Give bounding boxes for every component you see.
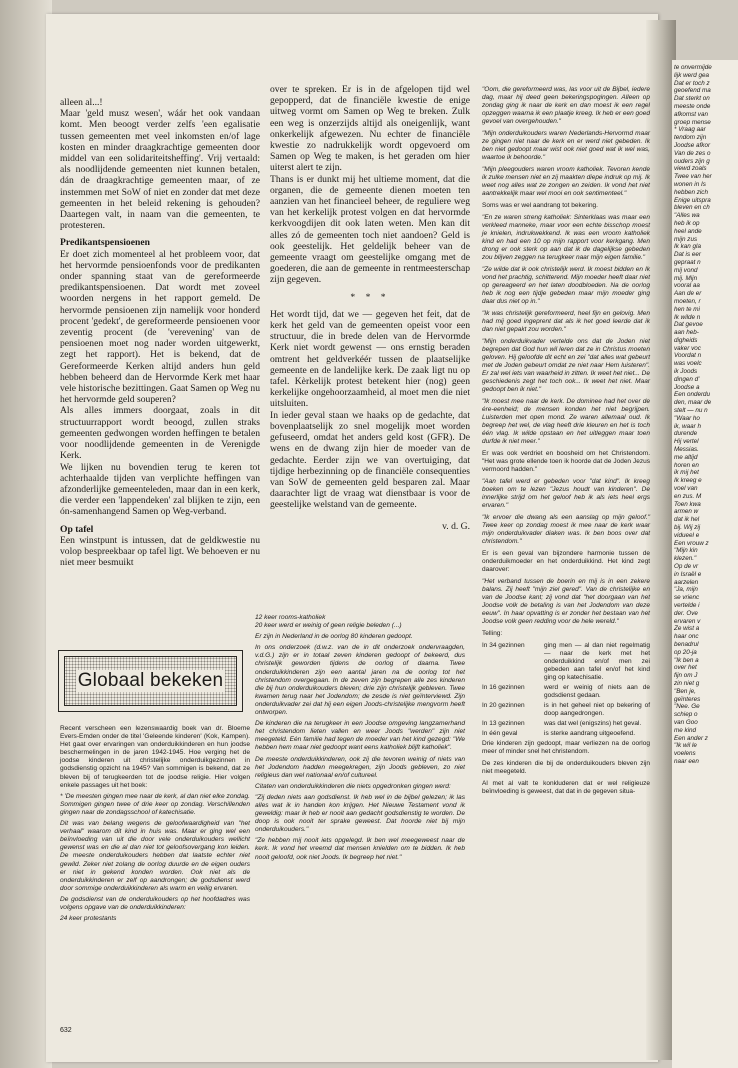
quote: "Mijn onderduikouders waren Nederlands-Hervormd maar ze gingen niet naar de kerk en er werd niet gebeden. Ik ben niet gedoopt maar wist ook niet goed wat ik wel was, waartoe ik behoorde.": [482, 130, 650, 161]
tally-text: was dat wel (enigszins) het geval.: [544, 720, 642, 727]
author-signature: v. d. G.: [442, 520, 470, 532]
fragment-line: mij vond: [674, 266, 698, 274]
fragment-line: hen te mi: [674, 305, 700, 313]
globaal-intro-column: [60, 725, 250, 926]
fragment-line: den, maar de: [674, 399, 712, 407]
quote: "Mijn pleegouders waren vroom katholiek. Tevoren kende ik zulke mensen niet en zij maakten diepe indruk op mij. Ik weet nog alles wat ze zongen en zeiden. Ik vond het niet aantrekkelijk maar wel mooi en ook sentimenteel.": [482, 166, 650, 197]
quote: De godsdienst van de onderduikouders op het hoofdadres was volgens opgave van de onderduikkinderen:: [60, 895, 250, 911]
fragment-line: Dat gevoe: [674, 321, 703, 329]
quote: "Oom, die gereformeerd was, las voor uit de Bijbel, iedere dag, maar hij deed geen bekeringspogingen. Alleen op zondag ging ik naar de kerk en dan moest ik een regel opzeggen waarna ik een plaatje kreeg. Ik heb er een goed gevoel van overgehouden.": [482, 86, 650, 125]
fragment-line: afkomst van: [674, 110, 708, 118]
fragment-line: Dat sterkt on: [674, 95, 710, 103]
fragment-line: vidueel e: [674, 531, 700, 539]
fragment-line: Een onderdu: [674, 391, 711, 399]
fragment-line: geïnteres: [674, 695, 701, 703]
fragment-line: Van de zes o: [674, 149, 711, 157]
fragment-line: lijk werd gea: [674, 71, 709, 79]
globaal-middle-column: [255, 614, 465, 865]
narration: Er was ook verdriet en boosheid om het Christendom. "Het was grote ellende toen ik hoorde dat de Joden Jezus vermoord hadden.": [482, 450, 650, 473]
fragment-line: vaker voc: [674, 344, 701, 352]
fragment-line: ik mij het: [674, 469, 699, 477]
subheading-pensioenen: Predikantspensioenen: [60, 237, 150, 249]
quote: Er zijn in Nederland in de oorlog 80 kinderen gedoopt.: [255, 633, 413, 641]
fragment-line: klezen.": [674, 555, 697, 563]
paragraph: over te spreken. Er is in de afgelopen tijd wel gepopperd, dat de financiële kwestie de enige uitweg vormt om Samen op Weg te breken. Zulk een weg is onzerzijds altijd als oneigenlijk, want onkerkelijk afgewezen. Nu echter de financiële kwestie zo nadrukkelijk wordt opgevoerd om Samen op Weg te maken, is het geraden om hier uiterst alert te zijn.: [270, 84, 470, 174]
fragment-line: voelens: [674, 750, 696, 758]
fragment-line: Toen kwa: [674, 500, 701, 508]
tally-text: werd er weinig of niets aan de godsdienst gedaan.: [544, 684, 650, 699]
quote: "En ze waren streng katholiek: Sinterklaas was maar een verkleed manneke, maar voor een echte bisschop moest je knielen, indrukwekkend. Ik was een vroom katholiek kind en had een 10 op mijn rapport voor kerkgang. Men drong er ook sterk op aan dat ik de dagelijkse gebeden zou blijven zeggen na terugkeer naar mijn eigen familie.": [482, 214, 650, 261]
fragment-line: moeten, r: [674, 297, 701, 305]
line: 20 keer werd er weinig of geen religie beleden (...): [255, 622, 402, 630]
fragment-line: voel van: [674, 485, 698, 493]
fragment-line: durende: [674, 430, 698, 438]
quote: De meeste onderduikkinderen, ook zij die tevoren weinig of niets van het Jodendom hadden meegekregen, zijn Joods gebleven, zo niet religieus dan wel nationaal en/of cultureel.: [255, 755, 465, 779]
tally-row: [482, 702, 650, 718]
fragment-line: Op de vr: [674, 563, 699, 570]
fragment-line: haar onc: [674, 633, 699, 641]
binding-edge: [0, 0, 52, 1068]
quote: "Ik ervoer die dwang als een aanslag op mijn geloof." Twee keer op zondag moest ik mee naar de kerk waar mijn onderduikvader diaken was. Ik ben boos over dat christendom.": [482, 514, 650, 545]
quotes-column: [482, 86, 650, 800]
fragment-line: schiep o: [674, 711, 698, 719]
tally-text: is sterke aandrang uitgeoefend.: [544, 730, 636, 737]
fragment-line: armen w: [674, 508, 699, 516]
page-number: 632: [60, 1027, 72, 1034]
fragment-line: horen en: [674, 461, 699, 469]
banner-pattern: [64, 656, 237, 706]
fragment-line: aan heb-: [674, 329, 699, 337]
paragraph: Drie kinderen zijn gedoopt, maar verliezen na de oorlog meer of minder snel het christendom.: [482, 740, 650, 755]
fragment-line: hebben zich: [674, 188, 708, 196]
banner-title: Globaal bekeken: [77, 670, 224, 691]
fragment-line: gepraat n: [674, 258, 701, 266]
quote: "Het verband tussen de boerin en mij is in een zekere balans. Zij heeft "mijn ziel gered". Van de christelijke en van de Joodse kant; zij vond dat "het doorgaan van het Joodse volk de betaling is van het Jodendom van deze eeuw". In haar opvatting is er zonder het bestaan van het Joodse volk geen redding voor de hele wereld.": [482, 578, 650, 625]
quote: Dit was van belang wegens de geloofwaardigheid van "het verhaal" waarom dit kind in huis was. Maar er ging wel een beïnvloeding van uit die door vele onderduikouders wellicht gewenst was en die al dan niet tot geloofsovergang kon leiden. De meeste onderduikouders hebben dat laatste echter niet gewild. Zeker niet zolang de oorlog duurde en de eigen ouders er niet in gekend konden worden. Ook niet als de onderduikkinderen er zelf op aandrongen; de godsdienst werd door sommige onderduikkinderen als warm en veilig ervaren.: [60, 820, 250, 892]
tally-row: [482, 684, 650, 700]
fragment-line: me altijd: [674, 453, 698, 461]
quote: De kinderen die na terugkeer in een Joodse omgeving langzamerhand het christendom lieten vallen en weer Joods "werden" zijn niet meegeteld. Eén familie had tegen de moeder van het kind gezegd: "We hebben hem maar niet gedoopt want eens katholiek blijft katholiek".: [255, 720, 465, 752]
quote: "Ik moest mee naar de kerk. De dominee had het over de ére-eenheid; de mensen konden het niet begrijpen. Luisterden met open mond. Ze waren allemaal oud. Ik begreep het wel, de vlag heeft drie kleuren en het is toch één vlag. Ik wilde opstaan en het uitleggen maar toen durfde ik niet meer.": [482, 398, 650, 445]
section-divider: * * *: [350, 291, 390, 303]
fragment-line: vooral aa: [674, 282, 700, 290]
paragraph: Thans is er dunkt mij het ultieme moment, dat die organen, die de gemeente dienen moeten ten aanzien van het financieel beheer, de reguliere weg van het kerkelijk protest volgen en dat hervormde kerkvoogdijen dit ook laten weten. Men kan dit alles zó de gemeenten toch niet aandoen? Geld is ook geestelijk. Het geldelijk beheer van de gemeente vraagt om geestelijke omgang met de goederen, die aan de gemeente in rentmeesterschap zijn gegeven.: [270, 173, 470, 286]
paragraph: Een winstpunt is intussen, dat de geldkwestie nu volop bespreekbaar op tafel ligt. We behoeven er nu niet meer besmuikt: [60, 534, 260, 569]
line: 12 keer rooms-katholiek: [255, 614, 326, 621]
fragment-line: ik, waar h: [674, 422, 701, 430]
fragment-line: Een ander z: [674, 734, 708, 742]
fragment-line: Joodse afkor: [674, 141, 711, 149]
tally-row: [482, 730, 650, 738]
fragment-line: bij. Wij zij: [674, 524, 701, 532]
fragment-line: mijn zus: [674, 235, 698, 243]
fragment-line: ervaren v: [674, 617, 701, 625]
fragment-line: in Israël e: [674, 570, 702, 578]
quote: Citaten van onderduikkinderen die niets opgedronken gingen werd:: [255, 782, 451, 790]
quote: "Ik was christelijk gereformeerd, heel fijn en gelovig. Men had mij goed ingeprent dat als ik het goed leerde dat ik dan niet gepakt zou worden.": [482, 310, 650, 333]
fragment-line: ik Joods: [674, 368, 698, 376]
tally-label: In 13 gezinnen: [482, 720, 525, 727]
fragment-line: Een vrouw z: [674, 539, 709, 547]
fragment-line: Voordat n: [674, 352, 702, 360]
fragment-line: der. Ove: [674, 609, 698, 617]
fragment-line: was voelc: [674, 360, 702, 368]
quote: * 'De meesten gingen mee naar de kerk, al dan niet elke zondag. Sommigen gingen twee of drie keer op zondag. Verschillenden gingen naar de zondagsschool of katechisatie.: [60, 792, 250, 816]
fragment-line: "Waar ho: [674, 414, 700, 422]
tally-label: In één geval: [482, 730, 518, 737]
article-column-2: [270, 84, 470, 532]
fragment-line: Twee van her: [674, 173, 712, 181]
quote: "Mijn onderduikvader vertelde ons dat de Joden niet begrepen dat God hun wil leren dat ze in Christus moeten geloven. Hij geloofde dit echt en zei "dat alles wat gebeurt met de Joden gebeurt omdat ze niet naar Hem luisteren". Er zal wel iets van waarheid in zitten. Ik weet het niet... De geschiedenis zegt het toch ook... Ik weet het niet. Maar gedoopt ben ik niet.": [482, 338, 650, 393]
fragment-line: "Ben je,: [674, 687, 696, 695]
fragment-line: Hij vertel: [674, 438, 699, 446]
quote: In ons onderzoek (d.w.z. van de in dit onderzoek ondervraagden, v.d.G.) zijn er in totaal zeven kinderen gedoopt of bekeerd, dus christelijk geworden tijdens de oorlog of daarna. Twee onderduikkinderen zijn een aantal jaren na de oorlog tot het christendom overgegaan. In de zeven zijn begrepen alle zes kinderen die bij hun onderduikouders bleven; drie zijn christelijk gebleven. Twee kwamen terug naar het Jodendom; de zesde is niet geïnterviewd. Zijn onderduikvader zei dat hij een eigen Joods-christelijke mengvorm heeft ontworpen.: [255, 644, 465, 717]
paragraph: alleen al...!: [60, 97, 103, 108]
paragraph: Als alles immers doorgaat, zoals in dit structuurrapport wordt beoogd, zullen straks gemeenten gedwongen worden heffingen te betalen voor noodlijdende gemeenten in de Verenigde Kerk.: [60, 405, 260, 462]
quote: 24 keer protestants: [60, 915, 117, 923]
fragment-line: Aan de er: [674, 290, 702, 298]
fragment-line: en zus. M: [674, 492, 702, 500]
fragment-line: groep mense: [674, 118, 711, 126]
fragment-line: op 20-ja: [674, 648, 697, 656]
fragment-line: Ik wilde n: [674, 313, 701, 321]
fragment-line: Messias.: [674, 446, 699, 454]
quote: "Ze wilde dat ik ook christelijk werd. Ik moest bidden en Ik vond het prachtig, schitterend. Mijn moeder heeft daar niet op gereageerd en het laten doodbloeden. Na de oorlog heb ik nog een tijdje gebeden maar mijn moeder ging daar dus niet op in.": [482, 266, 651, 305]
fragment-line: tendom zijn: [674, 134, 707, 142]
fragment-line: dingen d': [674, 375, 700, 383]
fragment-line: Ik kan gla: [674, 243, 701, 251]
fragment-line: dat ik hel: [674, 516, 700, 524]
fragment-line: fijn om J: [674, 672, 698, 680]
fragment-line: benadrul: [674, 640, 699, 648]
paragraph: De zes kinderen die bij de onderduikouders bleven zijn niet meegeteld.: [482, 760, 650, 775]
paragraph: Er doet zich momenteel al het probleem voor, dat het hervormde pensioenfonds voor de predikanten onder spanning staat van de gereformeerde predikantspensioenen. Dat wordt met zoveel woorden nergens in het rapport gemeld. De hervormde pensioenen zijn namelijk voor honderd procent 'gedekt', de gereformeerde pensioenen voor zeventig procent (de 'verevening' van de pensioenen moet nog nader worden uitgewerkt, zegt het rapport). Het is bekend, dat de Gereformeerde Kerken altijd anders hun geld hebben beheerd dan de Hervormde Kerk met haar vele historische bezittingen. Gaat Samen op Weg nu het hervormde geld souperen?: [60, 248, 260, 406]
fragment-line: aarzelen: [674, 578, 699, 586]
fragment-line: ouders zijn g: [674, 157, 710, 165]
fragment-line: van Goo: [674, 718, 698, 726]
fragment-line: "Ik ben a: [674, 656, 699, 664]
fragment-line: heb ik op: [674, 219, 700, 227]
fragment-line: vertelde i: [674, 601, 700, 609]
fragment-line: Ik kreeg e: [674, 477, 702, 485]
fragment-line: "Nee. Ge: [674, 703, 700, 711]
article-column-1: [60, 97, 260, 568]
paragraph: Al met al valt te konkluderen dat er wel religieuze beïnvloeding is geweest, dat dat in de gegeven situa-: [482, 780, 650, 795]
tally-label: In 34 gezinnen: [482, 642, 525, 649]
fragment-line: stelt — nu n: [674, 407, 708, 415]
tally-list: [482, 642, 650, 738]
fragment-line: Dat is eer: [674, 251, 701, 259]
fragment-line: "Mijn kin: [674, 547, 698, 555]
tally-text: is in het geheel niet op bekering of doop aangedrongen.: [544, 702, 650, 717]
paragraph: Het wordt tijd, dat we — gegeven het feit, dat de kerk het geld van de gemeenten opeist voor een structuur, die in brede delen van de Hervormde Kerk niet wordt gewenst — ons ernstig beraden omtrent het geldverkéér tussen de plaatselijke gemeente en de landelijke kerk. De zaak ligt nu op tafel. Kèrkelijk protest betekent hier (nog) geen kerkelijke ongehoorzaamheid, al moet men die niet uitsluiten.: [270, 308, 470, 410]
subheading-op-tafel: Op tafel: [60, 523, 94, 535]
tally-text: ging men — al dan niet regelmatig — naar de kerk met het onderduikkind en/of men zei gebeden aan tafel en/of het kind ging op katechisatie.: [544, 642, 650, 681]
fragment-line: "Ik wil le: [674, 742, 697, 750]
fragment-line: "Ja, mijn: [674, 586, 698, 594]
fragment-line: heel ande: [674, 227, 702, 235]
fragment-line: Joodse a: [674, 383, 700, 391]
fragment-line: Dat er toch z: [674, 79, 710, 87]
fragment-line: se vrienc: [674, 594, 700, 602]
narration: Soms was er wel aandrang tot bekering.: [482, 202, 598, 209]
tally-row: [482, 642, 650, 682]
fragment-line: naar een: [674, 757, 699, 765]
tally-label: In 20 gezinnen: [482, 702, 525, 709]
fragment-line: wonen in Is: [674, 180, 706, 188]
fragment-line: mij. Mijn: [674, 274, 698, 282]
narration: Er is een geval van bijzondere harmonie tussen de onderduikmoeder en het onderduikkind. Het kind zegt daarover:: [482, 550, 650, 573]
quote: "Ze hebben mij nooit iets opgelegd. Ik ben wel meegeweest naar de kerk. Ik vond het vreemd dat mensen knielden om te bidden. Ik heb nooit geloofd, ook niet Joods. Ik begreep het niet.": [255, 837, 465, 861]
tally-heading: Telling:: [482, 630, 503, 637]
tally-row: [482, 720, 650, 728]
fragment-line: Enige uitspra: [674, 196, 711, 204]
paragraph: Maar 'geld musz wesen', wáár het ook vandaan komt. Men beoogt verder zelfs 'een egalisatie tussen gemeenten met veel inkomsten en/of lage kosten en minder draagkrachtige gemeenten door middel van een solidariteitsheffing'. Vrij vertaald: als noodlijdende gemeenten niet kunnen betalen, dán de draagkrachtige gemeenten maar, of ze instemmen met SoW of niet en zonder dat met deze gemeenten in het beleid rekening is gehouden? Daartegen valt, in naam van die gemeenten, te protesteren.: [60, 108, 260, 232]
fragment-line: zin niet g: [674, 679, 700, 687]
paragraph: Recent verscheen een lezenswaardig boek van dr. Bloeme Evers-Emden onder de titel 'Geleende kinderen' (Kok, Kampen). Het gaat over ervaringen van onderduikkinderen en hun joodse beschermelingen in de jaren 1942-1945. Hoe verging het de joodse kinderen uit christelijke onderduikgezinnen in godsdienstig opzicht na 1945? Van sommigen is bekend, dat ze bleven bij of terugkeerden tot de joodse religie. Hier volgen enkele passages uit het boek:: [60, 725, 250, 789]
quote: "Zij deden niets aan godsdienst. Ik heb wel in de bijbel gelezen; ik las alles wat ik in handen kon krijgen. Het Nieuwe Testament vond ik geweldig: maar ik heb er nooit aan gedacht godsdienstig te worden. De doop is ook nooit ter sprake geweest. Dat hoorde niet bij mijn onderduikouders.": [255, 793, 465, 834]
paragraph: In ieder geval staan we haaks op de gedachte, dat bovenplaatselijk zo snel mogelijk moet worden gefuseerd, omdat het anders geld kost (GFR). De wens en de dwang zijn hier de moeder van de gedachte. Eerder zijn we van overtuiging, dat tijdige herbezinning op de financiële consequenties van SoW de gemeenten geld besparen zal. Maar daarachter ligt de vraag wat dienstbaar is voor de geestelijke welstand van de gemeente.: [270, 409, 470, 511]
section-banner: [58, 650, 243, 712]
next-page-fragment: [672, 60, 738, 1068]
quote: "Aan tafel werd er gebeden voor "dat kind". Ik kreeg boeken om te lezen "Jezus houdt van kinderen". De innerlijke strijd om het geloof heb ik als iets heel ergs ervaren.": [482, 478, 650, 509]
fragment-line: viewd zoals: [674, 165, 707, 173]
fragment-line: "Alles wa: [674, 212, 700, 220]
tally-label: In 16 gezinnen: [482, 684, 525, 691]
fragment-line: digheids: [674, 336, 698, 344]
fragment-line: geoefend ma: [674, 87, 711, 95]
fragment-line: * Vraag aar: [674, 126, 706, 134]
fragment-line: over het: [674, 664, 697, 672]
paragraph: We lijken nu bovendien terug te keren tot achterhaalde tijden van verplichte heffingen van afzonderlijke gemeenteleden, maar dan in een kerk, die verder een 'lappendeken' zal blijken te zijn, een ón-samenhangend Samen op Weg-verband.: [60, 461, 260, 518]
fragment-line: te onvermijde: [674, 64, 712, 71]
fragment-line: meeste onde: [674, 102, 711, 110]
fragment-line: Ze wist a: [674, 625, 700, 633]
fragment-line: bleven en ch: [674, 204, 710, 212]
fragment-line: me kind: [674, 726, 697, 734]
